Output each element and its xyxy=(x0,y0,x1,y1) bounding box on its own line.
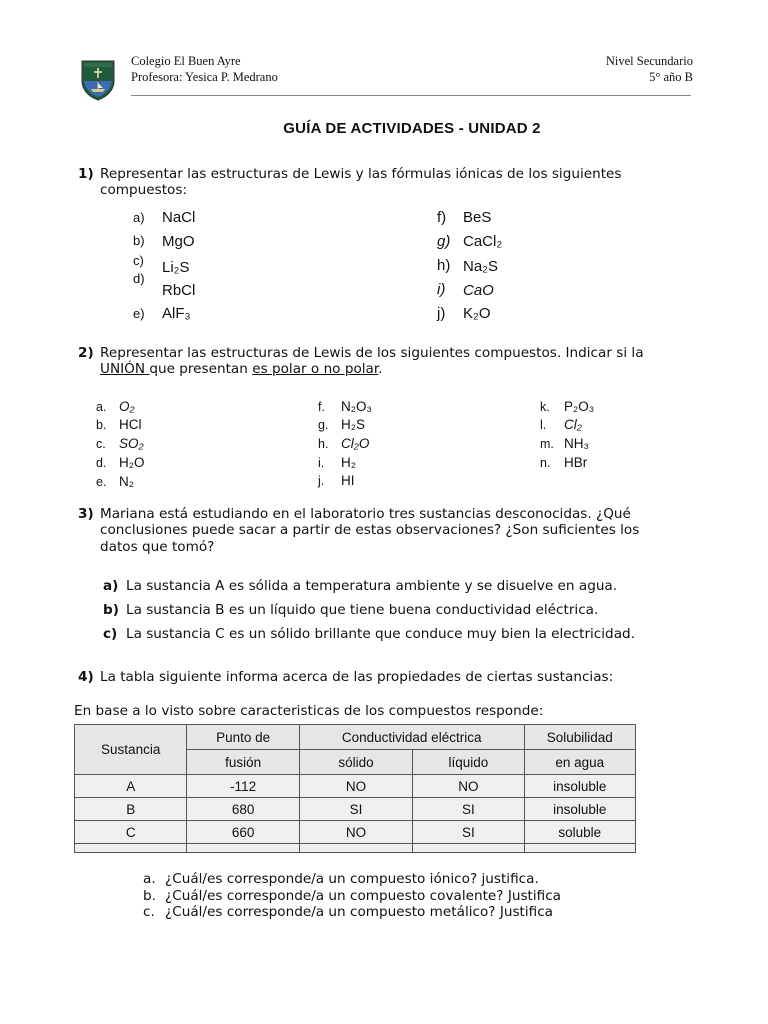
q3-item-label: c) xyxy=(103,626,118,642)
header-conductividad: Conductividad eléctrica xyxy=(299,725,524,750)
q1-label: g) xyxy=(437,233,451,250)
q3-item-label: b) xyxy=(103,602,119,618)
school-crest-logo xyxy=(80,59,116,101)
header-divider xyxy=(131,95,691,96)
q3-text-line2: conclusiones puede sacar a partir de estas observaciones? ¿Son suficientes los xyxy=(100,522,640,538)
q1-formula: MgO xyxy=(162,233,195,250)
cell-liquido: SI xyxy=(413,821,524,844)
q2-formula: H₂ xyxy=(341,455,356,470)
q2-text-line1: Representar las estructuras de Lewis de los siguientes compuestos. Indicar si la xyxy=(100,345,644,361)
header-solubilidad-line2: en agua xyxy=(524,750,635,775)
q2-formula: Cl₂O xyxy=(341,436,370,451)
q2-label: l. xyxy=(540,418,547,432)
q2-formula: Cl₂ xyxy=(564,417,582,432)
cell-solido: NO xyxy=(299,821,412,844)
q2-label: a. xyxy=(96,400,107,414)
q4-question-label: c. xyxy=(143,904,155,920)
q2-formula: SO₂ xyxy=(119,436,144,451)
q2-polar-underlined: es polar o no polar xyxy=(252,361,379,377)
q1-formula: NaCl xyxy=(162,209,196,226)
q1-formula: Li₂S xyxy=(162,259,190,276)
q1-formula: AlF₃ xyxy=(162,305,191,322)
q3-item-text: La sustancia A es sólida a temperatura ambiente y se disuelve en agua. xyxy=(126,578,618,594)
q2-label: e. xyxy=(96,475,107,489)
q1-text-line1: Representar las estructuras de Lewis y las fórmulas iónicas de los siguientes xyxy=(100,166,622,182)
teacher-name: Profesora: Yesica P. Medrano xyxy=(131,70,278,84)
q4-number: 4) xyxy=(78,669,94,685)
q3-item-text: La sustancia B es un líquido que tiene buena conductividad eléctrica. xyxy=(126,602,599,618)
header-punto-line2: fusión xyxy=(187,750,299,775)
q2-formula: NH₃ xyxy=(564,436,589,451)
grade-label: 5° año B xyxy=(649,70,693,84)
cell-solubilidad: soluble xyxy=(524,821,635,844)
table-row xyxy=(75,821,636,844)
q2-number: 2) xyxy=(78,345,94,361)
q1-number: 1) xyxy=(78,166,94,182)
q2-label: j. xyxy=(318,474,325,488)
q2-formula: P₂O₃ xyxy=(564,399,595,414)
q2-formula: H₂S xyxy=(341,417,365,432)
header-solubilidad-line1: Solubilidad xyxy=(524,725,635,750)
q4-intro: En base a lo visto sobre caracteristicas de los compuestos responde: xyxy=(74,703,544,719)
q2-label: d. xyxy=(96,456,107,470)
cell-sustancia: C xyxy=(75,821,187,844)
q1-formula: RbCl xyxy=(162,282,196,299)
q4-question-label: b. xyxy=(143,888,156,904)
q2-label: m. xyxy=(540,437,554,451)
cell-sustancia: B xyxy=(75,798,187,821)
q3-item-text: La sustancia C es un sólido brillante que conduce muy bien la electricidad. xyxy=(126,626,635,642)
school-name: Colegio El Buen Ayre xyxy=(131,54,241,68)
q1-label: h) xyxy=(437,257,451,274)
q1-label: e) xyxy=(133,306,145,321)
q3-text-line1: Mariana está estudiando en el laboratorio tres sustancias desconocidas. ¿Qué xyxy=(100,506,631,522)
q2-formula: HI xyxy=(341,473,355,488)
q2-label: k. xyxy=(540,400,550,414)
table-row xyxy=(75,798,636,821)
q2-label: h. xyxy=(318,437,329,451)
q1-formula: K₂O xyxy=(463,305,491,322)
q4-text: La tabla siguiente informa acerca de las propiedades de ciertas sustancias: xyxy=(100,669,614,685)
table-row xyxy=(75,775,636,798)
q2-label: b. xyxy=(96,418,107,432)
q1-label: a) xyxy=(133,210,145,225)
q2-label: g. xyxy=(318,418,329,432)
properties-table xyxy=(74,724,636,853)
q2-label: i. xyxy=(318,456,325,470)
q2-formula: HCl xyxy=(119,417,142,432)
cell-punto: 660 xyxy=(187,821,299,844)
q2-text-line2: UNIÓN que presentan es polar o no polar. xyxy=(100,361,383,377)
q1-label: j) xyxy=(437,305,446,322)
q2-formula: N₂O₃ xyxy=(341,399,372,414)
cell-punto: 680 xyxy=(187,798,299,821)
q1-label: d) xyxy=(133,271,145,286)
page-title: GUÍA DE ACTIVIDADES - UNIDAD 2 xyxy=(283,120,541,137)
q2-label: c. xyxy=(96,437,106,451)
q2-label: n. xyxy=(540,456,551,470)
cell-sustancia: A xyxy=(75,775,187,798)
q2-formula: O₂ xyxy=(119,399,135,414)
q2-union-underlined: UNIÓN xyxy=(100,361,150,377)
q1-text-line2: compuestos: xyxy=(100,182,188,198)
q1-formula: BeS xyxy=(463,209,492,226)
q2-formula: H₂O xyxy=(119,455,145,470)
q1-label: i) xyxy=(437,281,446,298)
q3-text-line3: datos que tomó? xyxy=(100,539,215,555)
cell-liquido: NO xyxy=(413,775,524,798)
q1-formula: Na₂S xyxy=(463,258,499,275)
q4-question-label: a. xyxy=(143,871,156,887)
q3-item-label: a) xyxy=(103,578,119,594)
header-punto-line1: Punto de xyxy=(187,725,299,750)
cell-solido: SI xyxy=(299,798,412,821)
q4-question-text: ¿Cuál/es corresponde/a un compuesto iónico? justifica. xyxy=(165,871,539,887)
cell-solubilidad: insoluble xyxy=(524,775,635,798)
header-sustancia: Sustancia xyxy=(75,725,187,775)
q3-number: 3) xyxy=(78,506,94,522)
q1-formula: CaO xyxy=(463,282,494,299)
table-row-partial xyxy=(75,844,636,853)
q1-label: b) xyxy=(133,233,145,248)
header-liquido: líquido xyxy=(413,750,524,775)
q2-label: f. xyxy=(318,400,325,414)
cell-solido: NO xyxy=(299,775,412,798)
cell-punto: -112 xyxy=(187,775,299,798)
q4-question-text: ¿Cuál/es corresponde/a un compuesto metálico? Justifica xyxy=(165,904,554,920)
q2-formula: HBr xyxy=(564,455,588,470)
q4-question-text: ¿Cuál/es corresponde/a un compuesto covalente? Justifica xyxy=(165,888,562,904)
q1-label: c) xyxy=(133,253,144,268)
q1-formula: CaCl₂ xyxy=(463,233,503,250)
level-label: Nivel Secundario xyxy=(605,54,693,68)
q2-formula: N₂ xyxy=(119,474,134,489)
cell-solubilidad: insoluble xyxy=(524,798,635,821)
header-solido: sólido xyxy=(299,750,412,775)
q1-label: f) xyxy=(437,209,447,226)
cell-liquido: SI xyxy=(413,798,524,821)
